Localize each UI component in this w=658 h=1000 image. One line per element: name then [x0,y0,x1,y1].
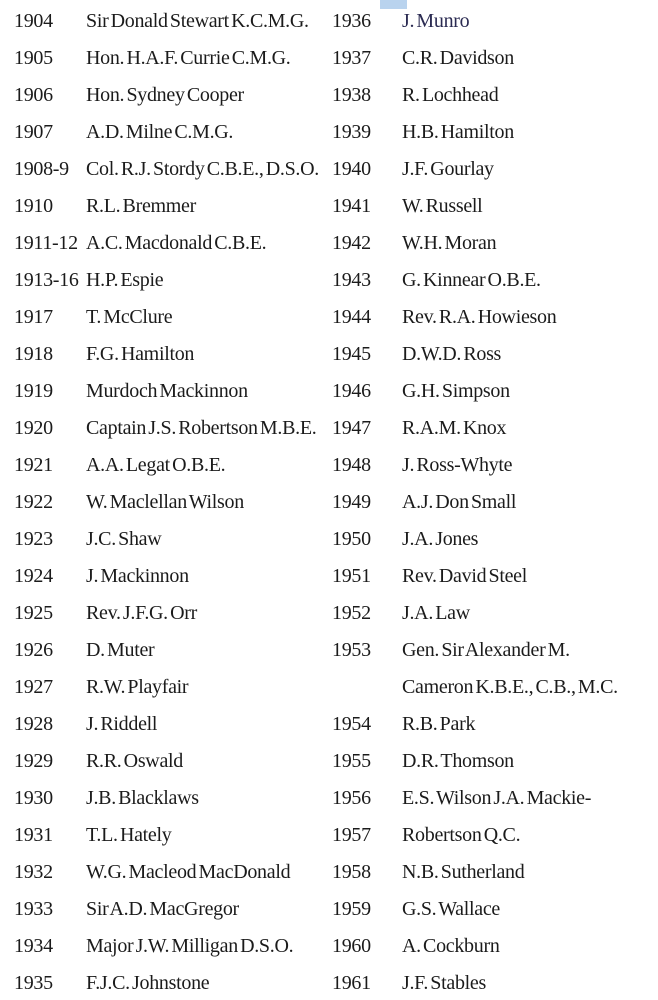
roster-row [332,3,658,40]
name-cell: R.W. Playfair [86,676,189,698]
roster-row [332,447,658,484]
name-cell: H.P. Espie [86,269,164,291]
year-cell: 1939 [332,121,371,143]
year-cell: 1957 [332,824,371,846]
roster-row [332,965,658,1000]
name-cell: A.J. Don Small [402,491,517,513]
year-cell: 1917 [14,306,53,328]
year-cell: 1947 [332,417,371,439]
year-cell: 1961 [332,972,371,994]
year-cell: 1937 [332,47,371,69]
name-cell: D. Muter [86,639,155,661]
roster-row [332,595,658,632]
roster-row [332,299,658,336]
year-cell: 1938 [332,84,371,106]
name-cell: D.W.D. Ross [402,343,502,365]
roster-row [14,706,329,743]
name-cell: D.R. Thomson [402,750,514,772]
year-cell: 1920 [14,417,53,439]
roster-row [14,891,329,928]
year-cell: 1950 [332,528,371,550]
year-cell: 1960 [332,935,371,957]
roster-row [332,669,658,706]
roster-row [14,410,329,447]
roster-row [14,114,329,151]
roster-row [332,780,658,817]
roster-row [14,632,329,669]
year-cell: 1953 [332,639,371,661]
roster-row [14,225,329,262]
year-cell: 1913-16 [14,269,79,291]
year-cell: 1959 [332,898,371,920]
year-cell: 1919 [14,380,53,402]
year-cell: 1925 [14,602,53,624]
roster-row [332,632,658,669]
roster-row [14,484,329,521]
roster-row [332,336,658,373]
name-cell: A.C. Macdonald C.B.E. [86,232,267,254]
roster-row [14,780,329,817]
name-cell: Captain J.S. Robertson M.B.E. [86,417,317,439]
roster-row [332,854,658,891]
roster-row [14,188,329,225]
name-cell: J. Ross-Whyte [402,454,513,476]
roster-row [14,299,329,336]
roster-row [14,669,329,706]
name-cell: Major J.W. Milligan D.S.O. [86,935,294,957]
year-cell: 1944 [332,306,371,328]
roster-column-right [332,3,658,1000]
name-cell: T. McClure [86,306,173,328]
roster-row [14,854,329,891]
year-cell: 1933 [14,898,53,920]
name-cell: Rev. David Steel [402,565,527,587]
year-cell: 1921 [14,454,53,476]
roster-row [14,521,329,558]
roster-row [332,77,658,114]
roster-row [14,595,329,632]
name-cell: W.H. Moran [402,232,497,254]
name-cell: R. Lochhead [402,84,499,106]
roster-row [332,928,658,965]
name-cell: Rev. J.F.G. Orr [86,602,197,624]
name-cell: E.S. Wilson J.A. Mackie- [402,787,592,809]
name-cell: Sir Donald Stewart K.C.M.G. [86,10,309,32]
name-cell: C.R. Davidson [402,47,514,69]
roster-row [14,262,329,299]
name-cell: W. Maclellan Wilson [86,491,244,513]
name-cell: W. Russell [402,195,483,217]
roster-row [14,373,329,410]
name-cell: W.G. Macleod MacDonald [86,861,291,883]
year-cell: 1949 [332,491,371,513]
name-cell: J.B. Blacklaws [86,787,199,809]
name-cell: Gen. Sir Alexander M. [402,639,570,661]
name-cell: Cameron K.B.E., C.B., M.C. [402,676,618,698]
roster-row [332,188,658,225]
year-cell: 1907 [14,121,53,143]
name-cell: H.B. Hamilton [402,121,514,143]
roster-row [332,262,658,299]
name-cell: N.B. Sutherland [402,861,525,883]
year-cell: 1955 [332,750,371,772]
year-cell: 1935 [14,972,53,994]
year-cell: 1910 [14,195,53,217]
roster-row [332,40,658,77]
year-cell: 1931 [14,824,53,846]
year-cell: 1954 [332,713,371,735]
year-cell: 1958 [332,861,371,883]
year-cell: 1943 [332,269,371,291]
year-cell: 1906 [14,84,53,106]
name-cell: J.A. Law [402,602,470,624]
roster-row [332,706,658,743]
roster-row [332,891,658,928]
year-cell: 1946 [332,380,371,402]
roster-row [14,817,329,854]
roster-row [14,447,329,484]
year-cell: 1930 [14,787,53,809]
year-cell: 1951 [332,565,371,587]
roster-row [14,77,329,114]
name-cell: R.L. Bremmer [86,195,196,217]
roster-row [14,928,329,965]
name-cell: Murdoch Mackinnon [86,380,248,402]
name-cell: G. Kinnear O.B.E. [402,269,541,291]
roster-row [332,484,658,521]
roster-row [332,225,658,262]
year-cell: 1905 [14,47,53,69]
year-cell: 1928 [14,713,53,735]
year-cell: 1924 [14,565,53,587]
name-cell: Col. R.J. Stordy C.B.E., D.S.O. [86,158,319,180]
roster-row [332,521,658,558]
name-cell: J. Munro [402,10,470,32]
year-cell: 1926 [14,639,53,661]
year-cell: 1934 [14,935,53,957]
roster-row [14,336,329,373]
name-cell: Hon. H.A.F. Currie C.M.G. [86,47,291,69]
roster-row [332,817,658,854]
name-cell: J.F. Stables [402,972,486,994]
name-cell: R.B. Park [402,713,476,735]
name-cell: R.A.M. Knox [402,417,507,439]
year-cell: 1918 [14,343,53,365]
name-cell: R.R. Oswald [86,750,183,772]
name-cell: F.J.C. Johnstone [86,972,210,994]
roster-row [332,558,658,595]
roster-row [14,965,329,1000]
name-cell: Rev. R.A. Howieson [402,306,557,328]
name-cell: J. Riddell [86,713,158,735]
name-cell: J.A. Jones [402,528,479,550]
name-cell: T.L. Hately [86,824,172,846]
roster-row [332,114,658,151]
roster-row [332,410,658,447]
roster-row [14,40,329,77]
year-cell: 1936 [332,10,371,32]
year-cell: 1911-12 [14,232,78,254]
roster-row [332,373,658,410]
year-cell: 1922 [14,491,53,513]
roster-row [332,151,658,188]
name-cell: J. Mackinnon [86,565,189,587]
roster-row [14,3,329,40]
year-cell: 1952 [332,602,371,624]
name-cell: J.C. Shaw [86,528,162,550]
year-cell: 1932 [14,861,53,883]
roster-row [332,743,658,780]
year-cell: 1956 [332,787,371,809]
name-cell: G.S. Wallace [402,898,501,920]
year-cell: 1945 [332,343,371,365]
year-cell: 1923 [14,528,53,550]
year-cell: 1940 [332,158,371,180]
name-cell: J.F. Gourlay [402,158,494,180]
roster-column-left [14,3,329,1000]
year-cell: 1942 [332,232,371,254]
year-cell: 1908-9 [14,158,69,180]
name-cell: Robertson Q.C. [402,824,521,846]
name-cell: A.A. Legat O.B.E. [86,454,226,476]
roster-row [14,558,329,595]
year-cell: 1929 [14,750,53,772]
year-cell: 1927 [14,676,53,698]
name-cell: A. Cockburn [402,935,500,957]
year-cell: 1904 [14,10,53,32]
name-cell: Sir A.D. MacGregor [86,898,239,920]
roster-row [14,151,329,188]
name-cell: G.H. Simpson [402,380,510,402]
name-cell: F.G. Hamilton [86,343,195,365]
year-cell: 1941 [332,195,371,217]
roster-row [14,743,329,780]
year-cell: 1948 [332,454,371,476]
name-cell: A.D. Milne C.M.G. [86,121,234,143]
name-cell: Hon. Sydney Cooper [86,84,244,106]
